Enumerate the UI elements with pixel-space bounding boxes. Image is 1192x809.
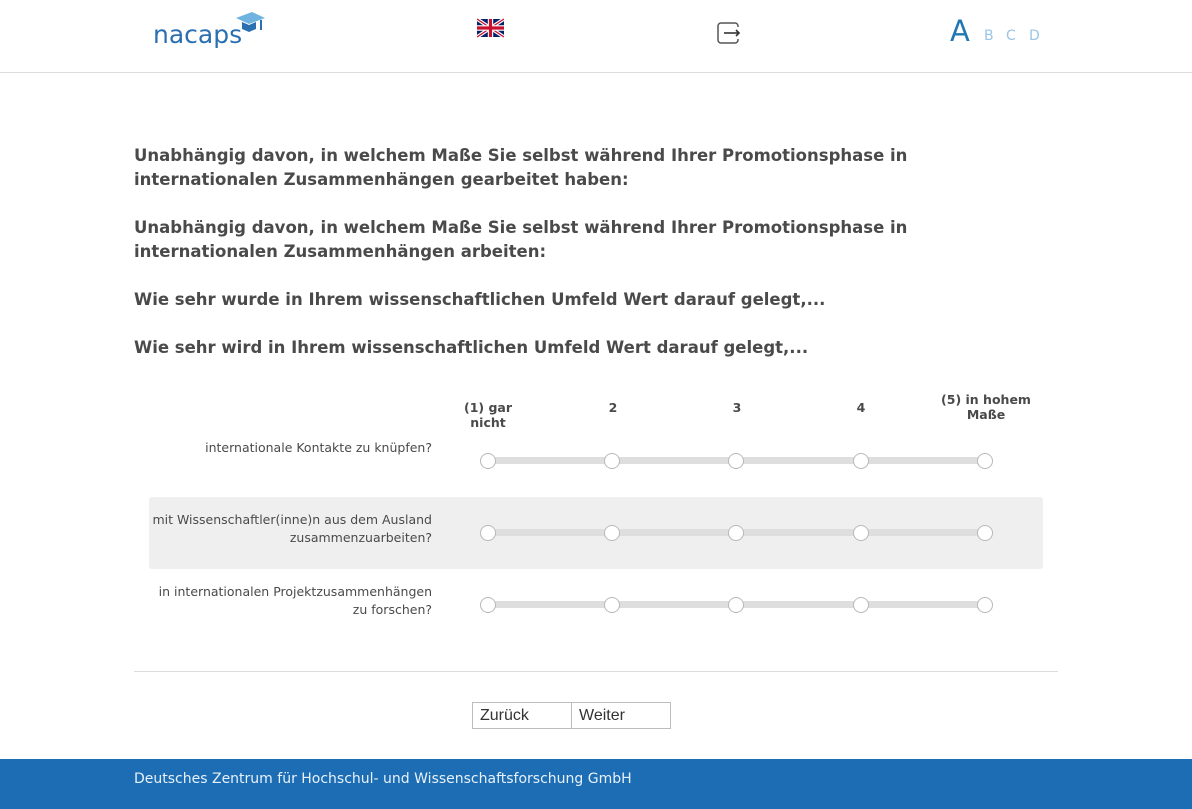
header (0, 0, 1192, 73)
uk-flag-icon[interactable] (477, 18, 504, 38)
radio-option-1[interactable] (480, 525, 496, 541)
back-button[interactable]: Zurück (472, 702, 572, 729)
scale-label-5: (5) in hohem Maße (941, 392, 1031, 422)
radio-option-4[interactable] (853, 525, 869, 541)
item-label: in internationalen Projektzusammenhängen zu forschen? (158, 584, 432, 617)
font-size-c[interactable]: C (1006, 28, 1016, 44)
radio-option-4[interactable] (853, 597, 869, 613)
question-text: Unabhängig davon, in welchem Maße Sie selbst während Ihrer Promotionsphase in internationalen Zusammenhängen gearbeitet haben: (134, 146, 908, 189)
radio-option-3[interactable] (728, 453, 744, 469)
font-size-b[interactable]: B (984, 28, 994, 44)
scale-label-4: 4 (856, 400, 866, 415)
radio-option-3[interactable] (728, 525, 744, 541)
logo-text: nacaps (153, 20, 243, 49)
question-text: Unabhängig davon, in welchem Maße Sie selbst während Ihrer Promotionsphase in internationalen Zusammenhängen arbeiten: (134, 218, 908, 261)
item-label: mit Wissenschaftler(inne)n aus dem Ausland zusammenzuarbeiten? (152, 512, 432, 545)
font-size-a[interactable]: A (950, 14, 970, 48)
graduation-cap-icon (234, 10, 266, 36)
logout-icon[interactable] (717, 22, 741, 44)
radio-option-1[interactable] (480, 453, 496, 469)
scale-label-3: 3 (732, 400, 742, 415)
radio-option-4[interactable] (853, 453, 869, 469)
nacaps-logo (152, 10, 272, 50)
radio-option-2[interactable] (604, 597, 620, 613)
divider (134, 671, 1058, 672)
next-button[interactable]: Weiter (571, 702, 671, 729)
radio-option-2[interactable] (604, 453, 620, 469)
radio-option-2[interactable] (604, 525, 620, 541)
question-text: Wie sehr wurde in Ihrem wissenschaftlichen Umfeld Wert darauf gelegt,... (134, 290, 826, 309)
scale-label-1: (1) gar nicht (463, 400, 513, 430)
radio-option-1[interactable] (480, 597, 496, 613)
footer-text: Deutsches Zentrum für Hochschul- und Wissenschaftsforschung GmbH (134, 771, 632, 787)
radio-option-3[interactable] (728, 597, 744, 613)
matrix-row (149, 497, 1043, 569)
scale-label-2: 2 (608, 400, 618, 415)
radio-option-5[interactable] (977, 453, 993, 469)
font-size-d[interactable]: D (1029, 28, 1040, 44)
item-label: internationale Kontakte zu knüpfen? (205, 440, 432, 455)
radio-option-5[interactable] (977, 525, 993, 541)
question-text: Wie sehr wird in Ihrem wissenschaftlichen Umfeld Wert darauf gelegt,... (134, 338, 809, 357)
matrix-row (149, 569, 1043, 641)
matrix-row (149, 425, 1043, 497)
radio-option-5[interactable] (977, 597, 993, 613)
footer (0, 759, 1192, 809)
